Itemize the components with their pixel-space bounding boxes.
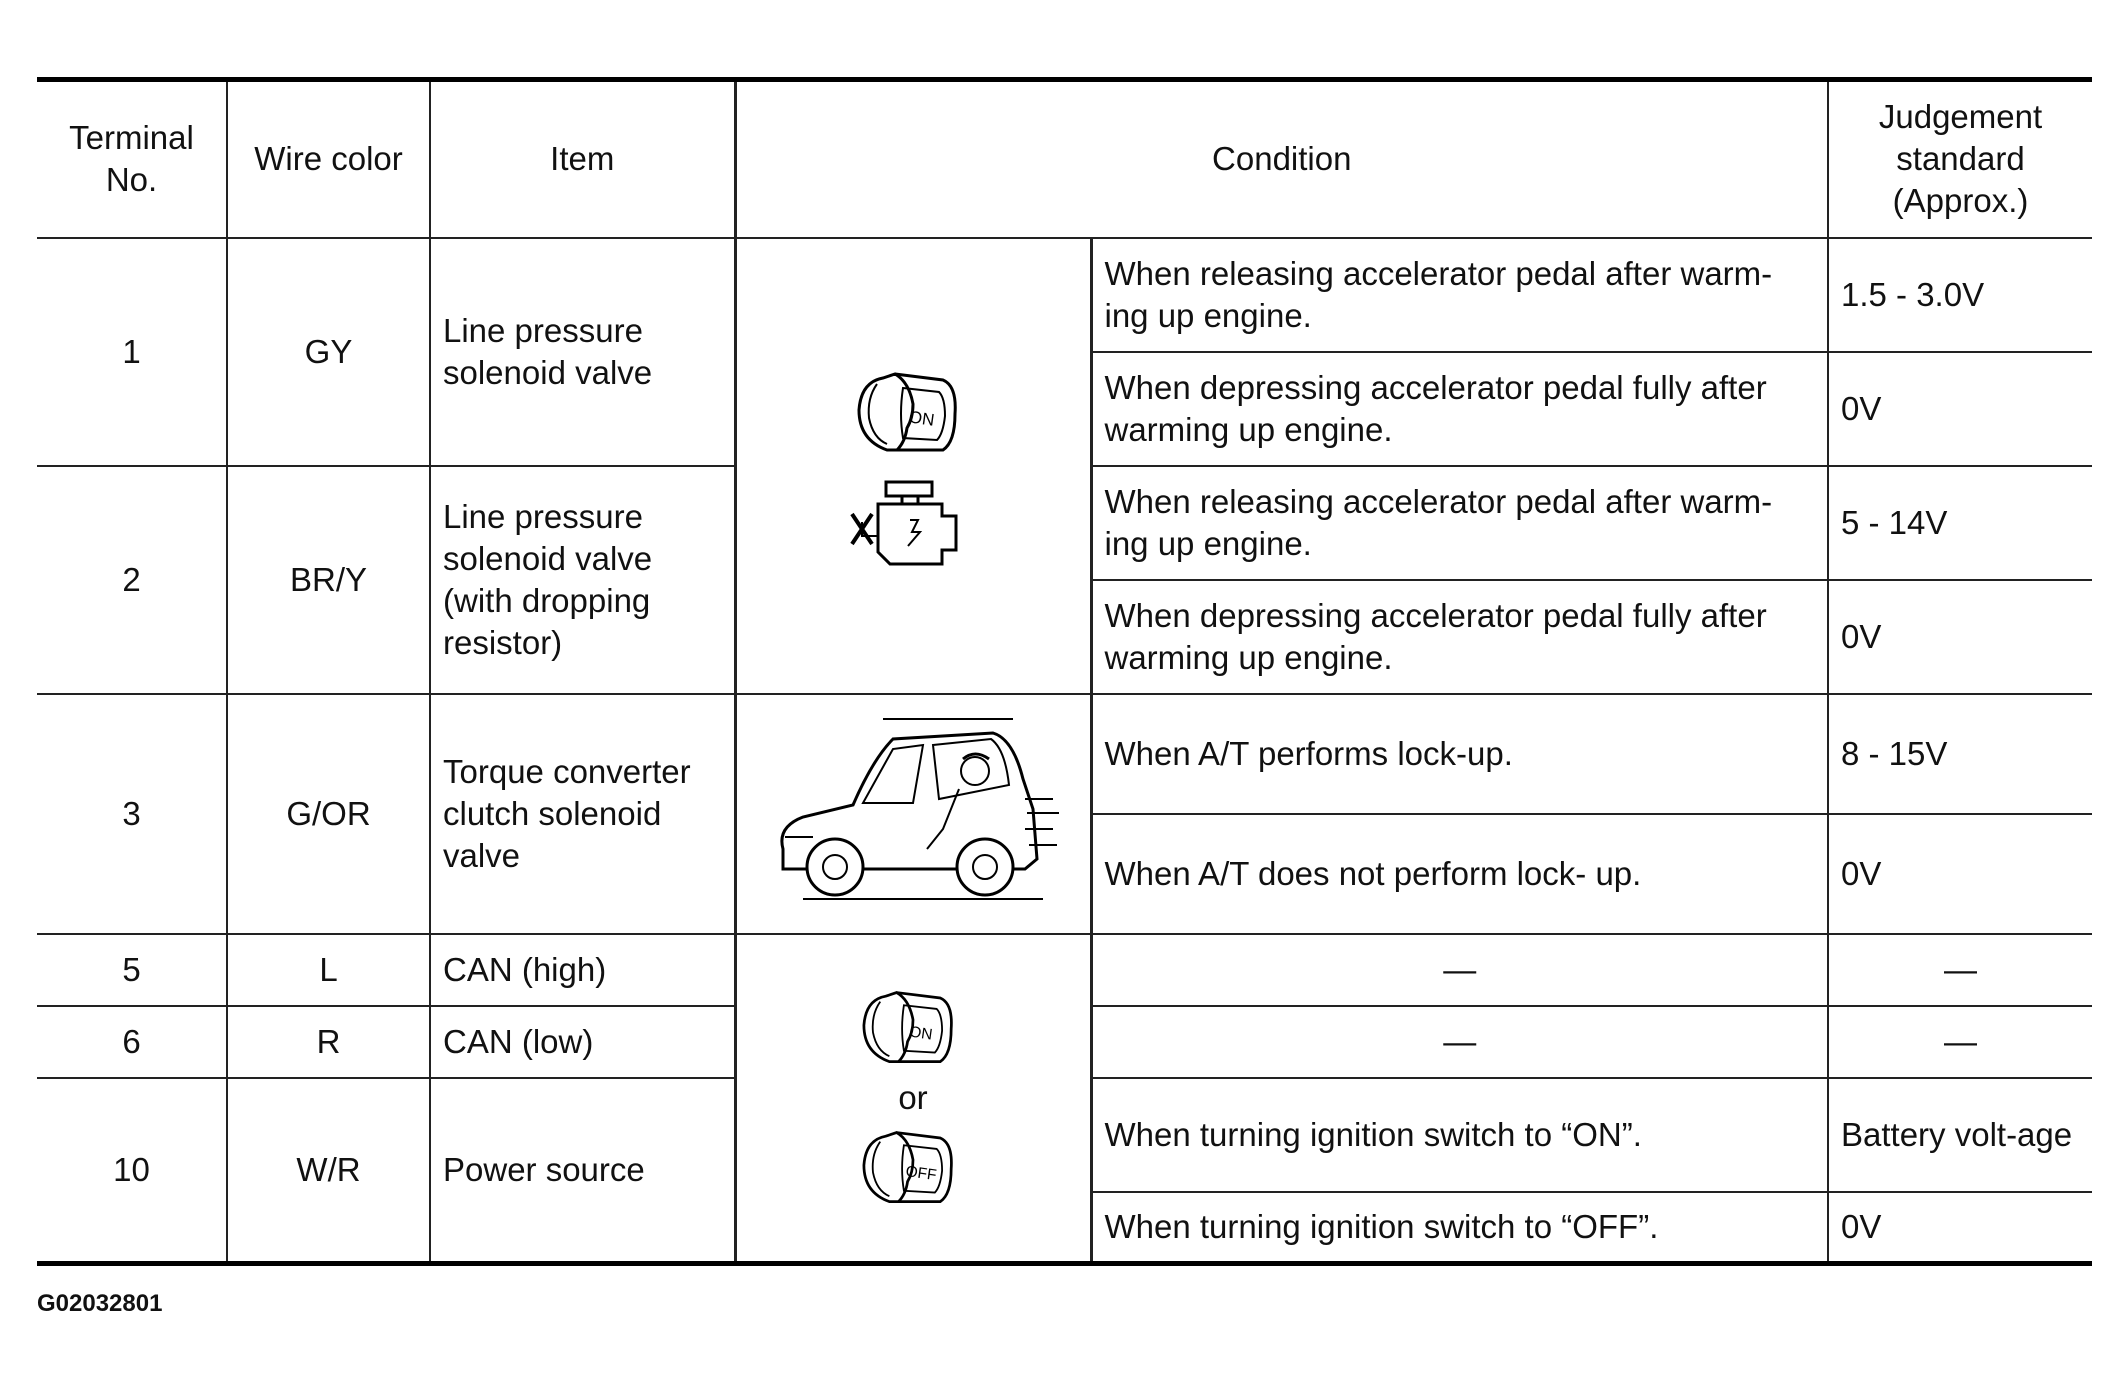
condition-text-cell: When A/T does not perform lock- up. [1091, 814, 1828, 934]
svg-text:ON: ON [908, 1023, 934, 1044]
header-item: Item [430, 80, 735, 238]
condition-text-cell: — [1091, 1006, 1828, 1078]
header-condition: Condition [735, 80, 1828, 238]
condition-text-cell: When releasing accelerator pedal after warm-ing up engine. [1091, 466, 1828, 580]
table-row [37, 934, 2092, 1006]
judgement-value-cell: 0V [1828, 352, 2092, 466]
terminal-cell: 6 [37, 1006, 227, 1078]
terminal-cell: 3 [37, 694, 227, 934]
terminal-cell: 1 [37, 238, 227, 466]
condition-icon-cell [735, 694, 1091, 934]
condition-text-cell: When depressing accelerator pedal fully after warming up engine. [1091, 352, 1828, 466]
judgement-value-cell: Battery volt-age [1828, 1078, 2092, 1192]
item-cell: Power source [430, 1078, 735, 1264]
item-cell: Line pressure solenoid valve [430, 238, 735, 466]
svg-text:ON: ON [907, 406, 936, 430]
judgement-value-cell: 0V [1828, 1192, 2092, 1264]
judgement-value-cell: 0V [1828, 580, 2092, 694]
terminal-cell: 5 [37, 934, 227, 1006]
condition-icon-cell [735, 934, 1091, 1264]
header-judgement: Judgement standard (Approx.) [1828, 80, 2092, 238]
engine-running-icon [838, 474, 988, 574]
table-header-row [37, 80, 2092, 238]
terminal-table-container [37, 77, 2092, 1266]
judgement-value-cell: 0V [1828, 814, 2092, 934]
wire-color-cell: GY [227, 238, 430, 466]
condition-text-cell: — [1091, 934, 1828, 1006]
condition-text-cell: When turning ignition switch to “ON”. [1091, 1078, 1828, 1192]
ignition-on-icon [843, 358, 983, 468]
terminal-spec-table [37, 77, 2092, 1266]
judgement-value-cell: 8 - 15V [1828, 694, 2092, 814]
ignition-on-icon [848, 978, 978, 1078]
terminal-cell: 10 [37, 1078, 227, 1264]
terminal-cell: 2 [37, 466, 227, 694]
ignition-off-icon [848, 1118, 978, 1218]
condition-text-cell: When releasing accelerator pedal after warm-ing up engine. [1091, 238, 1828, 352]
judgement-value-cell: — [1828, 934, 2092, 1006]
wire-color-cell: L [227, 934, 430, 1006]
condition-text-cell: When A/T performs lock-up. [1091, 694, 1828, 814]
item-cell: Line pressure solenoid valve (with dropping resistor) [430, 466, 735, 694]
svg-text:OFF: OFF [904, 1162, 938, 1184]
judgement-value-cell: 5 - 14V [1828, 466, 2092, 580]
item-cell: Torque converter clutch solenoid valve [430, 694, 735, 934]
header-wire-color: Wire color [227, 80, 430, 238]
wire-color-cell: W/R [227, 1078, 430, 1264]
condition-icon-cell [735, 238, 1091, 694]
wire-color-cell: R [227, 1006, 430, 1078]
header-terminal-no: Terminal No. [37, 80, 227, 238]
table-row [37, 694, 2092, 814]
judgement-value-cell: 1.5 - 3.0V [1828, 238, 2092, 352]
item-cell: CAN (low) [430, 1006, 735, 1078]
judgement-value-cell: — [1828, 1006, 2092, 1078]
wire-color-cell: G/OR [227, 694, 430, 934]
item-cell: CAN (high) [430, 934, 735, 1006]
condition-text-cell: When depressing accelerator pedal fully after warming up engine. [1091, 580, 1828, 694]
or-label: or [898, 1078, 928, 1116]
table-row [37, 238, 2092, 352]
driving-car-icon [763, 709, 1063, 919]
figure-code: G02032801 [37, 1290, 163, 1317]
condition-text-cell: When turning ignition switch to “OFF”. [1091, 1192, 1828, 1264]
wire-color-cell: BR/Y [227, 466, 430, 694]
